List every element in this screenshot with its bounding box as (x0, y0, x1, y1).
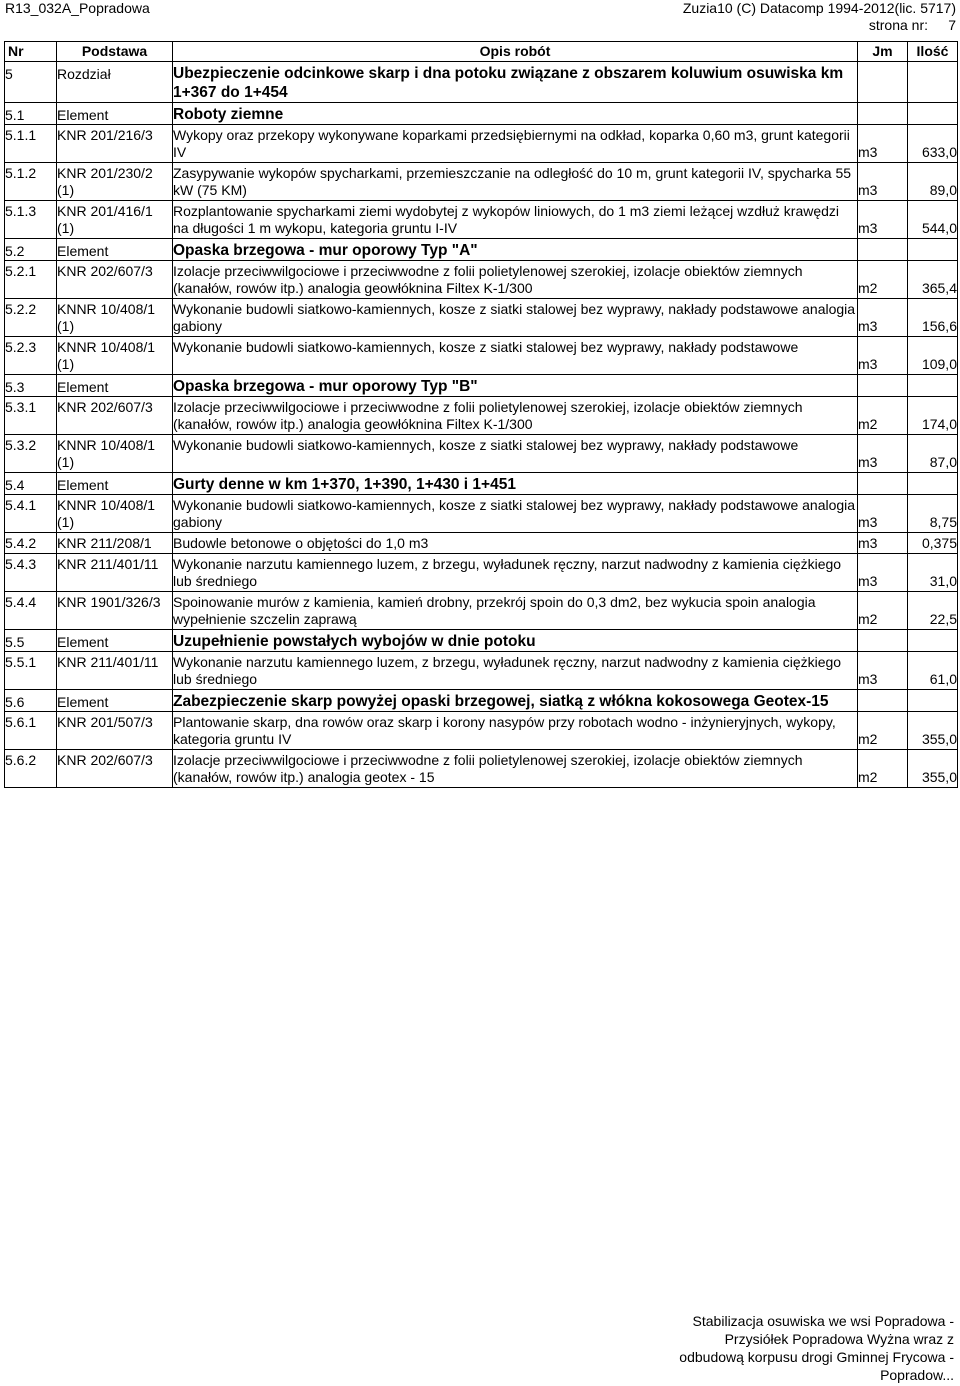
row-basis: Element (57, 690, 173, 712)
table-row (5, 261, 958, 299)
row-basis: Element (57, 630, 173, 652)
row-quantity: 109,0 (908, 337, 958, 375)
row-unit: m3 (858, 163, 908, 201)
row-basis: KNR 202/607/3 (57, 750, 173, 788)
table-row (5, 592, 958, 630)
row-description: Wykonanie budowli siatkowo-kamiennych, kosze z siatki stalowej bez wyprawy, nakłady podstawowe analogia gabiony (173, 495, 858, 533)
row-unit: m3 (858, 201, 908, 239)
table-row (5, 163, 958, 201)
section-row (5, 473, 958, 495)
row-unit: m2 (858, 712, 908, 750)
row-basis: KNR 211/401/11 (57, 652, 173, 690)
row-unit: m3 (858, 299, 908, 337)
project-title-footer (674, 1312, 954, 1384)
row-basis: Element (57, 239, 173, 261)
row-description: Izolacje przeciwwilgociowe i przeciwwodne z folii polietylenowej szerokiej, izolacje obiektów ziemnych (kanałów, rowów itp.) analogia geotex - 15 (173, 750, 858, 788)
row-basis: KNR 1901/326/3 (57, 592, 173, 630)
column-header-opis: Opis robót (173, 42, 858, 62)
row-number: 5.6.2 (5, 750, 57, 788)
page-number: 7 (948, 17, 956, 33)
column-header-ilosc: Ilość (908, 42, 958, 62)
table-row (5, 495, 958, 533)
row-quantity: 355,0 (908, 750, 958, 788)
footer-line-4: Popradow... (880, 1367, 954, 1383)
row-description: Budowle betonowe o objętości do 1,0 m3 (173, 533, 858, 554)
row-number: 5.3.1 (5, 397, 57, 435)
section-row (5, 239, 958, 261)
cost-estimate-table (4, 41, 958, 788)
row-quantity (908, 239, 958, 261)
row-quantity: 544,0 (908, 201, 958, 239)
row-number: 5.6 (5, 690, 57, 712)
row-basis: KNR 211/208/1 (57, 533, 173, 554)
row-description: Izolacje przeciwwilgociowe i przeciwwodne z folii polietylenowej szerokiej, izolacje obiektów ziemnych (kanałów, rowów itp.) analogia geowłóknina Filtex K-1/300 (173, 397, 858, 435)
row-description: Wykonanie budowli siatkowo-kamiennych, kosze z siatki stalowej bez wyprawy, nakłady podstawowe analogia gabiony (173, 299, 858, 337)
row-quantity: 355,0 (908, 712, 958, 750)
footer-line-1: Stabilizacja osuwiska we wsi Popradowa - (692, 1313, 954, 1329)
row-unit: m2 (858, 397, 908, 435)
row-unit: m3 (858, 435, 908, 473)
row-basis: Rozdział (57, 62, 173, 103)
row-basis: Element (57, 473, 173, 495)
column-header-podstawa: Podstawa (57, 42, 173, 62)
row-basis: KNNR 10/408/1 (1) (57, 337, 173, 375)
row-unit: m2 (858, 261, 908, 299)
section-row (5, 103, 958, 125)
section-row (5, 375, 958, 397)
row-number: 5.4.2 (5, 533, 57, 554)
row-unit: m3 (858, 337, 908, 375)
row-number: 5.4.4 (5, 592, 57, 630)
row-unit (858, 375, 908, 397)
row-description: Izolacje przeciwwilgociowe i przeciwwodne z folii polietylenowej szerokiej, izolacje obiektów ziemnych (kanałów, rowów itp.) analogia geowłóknina Filtex K-1/300 (173, 261, 858, 299)
row-description: Opaska brzegowa - mur oporowy Typ "B" (173, 375, 858, 397)
row-quantity: 0,375 (908, 533, 958, 554)
row-unit: m3 (858, 554, 908, 592)
row-number: 5.1.1 (5, 125, 57, 163)
row-number: 5.2.2 (5, 299, 57, 337)
row-basis: Element (57, 103, 173, 125)
row-unit (858, 630, 908, 652)
row-quantity: 31,0 (908, 554, 958, 592)
table-row (5, 533, 958, 554)
row-description: Wykonanie budowli siatkowo-kamiennych, kosze z siatki stalowej bez wyprawy, nakłady podstawowe (173, 337, 858, 375)
row-quantity: 174,0 (908, 397, 958, 435)
document-id: R13_032A_Popradowa (5, 0, 150, 16)
row-unit: m3 (858, 533, 908, 554)
row-unit: m3 (858, 652, 908, 690)
row-quantity (908, 630, 958, 652)
table-row (5, 125, 958, 163)
row-unit (858, 239, 908, 261)
row-unit (858, 690, 908, 712)
row-basis: KNR 201/416/1 (1) (57, 201, 173, 239)
row-description: Zasypywanie wykopów spycharkami, przemieszczanie na odległość do 10 m, grunt kategorii IV, spycharka 55 kW (75 KM) (173, 163, 858, 201)
row-description: Opaska brzegowa - mur oporowy Typ "A" (173, 239, 858, 261)
table-row (5, 299, 958, 337)
row-number: 5.3.2 (5, 435, 57, 473)
row-unit: m2 (858, 592, 908, 630)
section-row (5, 690, 958, 712)
row-unit (858, 62, 908, 103)
row-quantity: 156,6 (908, 299, 958, 337)
row-description: Wykonanie narzutu kamiennego luzem, z brzegu, wyładunek ręczny, narzut nadwodny z kamienia ciężkiego lub średniego (173, 652, 858, 690)
row-quantity (908, 473, 958, 495)
row-description: Wykonanie budowli siatkowo-kamiennych, kosze z siatki stalowej bez wyprawy, nakłady podstawowe (173, 435, 858, 473)
row-number: 5.4 (5, 473, 57, 495)
table-header-row (5, 42, 958, 62)
page-label: strona nr: (868, 17, 928, 33)
row-number: 5.2.3 (5, 337, 57, 375)
row-basis: KNR 211/401/11 (57, 554, 173, 592)
table-row (5, 397, 958, 435)
row-number: 5.2 (5, 239, 57, 261)
row-description: Plantowanie skarp, dna rowów oraz skarp i korony nasypów przy robotach wodno - inżynieryjnych, wykopy, kategoria gruntu IV (173, 712, 858, 750)
row-number: 5.4.3 (5, 554, 57, 592)
row-basis: KNR 202/607/3 (57, 261, 173, 299)
row-quantity: 633,0 (908, 125, 958, 163)
row-number: 5.2.1 (5, 261, 57, 299)
table-row (5, 337, 958, 375)
row-quantity: 61,0 (908, 652, 958, 690)
row-quantity (908, 375, 958, 397)
section-row (5, 630, 958, 652)
row-basis: KNR 201/507/3 (57, 712, 173, 750)
column-header-jm: Jm (858, 42, 908, 62)
row-description: Gurty denne w km 1+370, 1+390, 1+430 i 1+451 (173, 473, 858, 495)
row-number: 5.1.3 (5, 201, 57, 239)
footer-line-3: odbudową korpusu drogi Gminnej Frycowa - (679, 1349, 954, 1365)
table-row (5, 750, 958, 788)
row-number: 5.5 (5, 630, 57, 652)
row-quantity: 87,0 (908, 435, 958, 473)
row-description: Ubezpieczenie odcinkowe skarp i dna potoku związane z obszarem koluwium osuwiska km 1+367 do 1+454 (173, 62, 858, 103)
row-unit: m3 (858, 125, 908, 163)
row-unit (858, 103, 908, 125)
row-description: Wykonanie narzutu kamiennego luzem, z brzegu, wyładunek ręczny, narzut nadwodny z kamienia ciężkiego lub średniego (173, 554, 858, 592)
row-number: 5 (5, 62, 57, 103)
section-row (5, 62, 958, 103)
row-description: Roboty ziemne (173, 103, 858, 125)
row-basis: KNNR 10/408/1 (1) (57, 495, 173, 533)
row-unit: m2 (858, 750, 908, 788)
footer-line-2: Przysiółek Popradowa Wyżna wraz z (724, 1331, 954, 1347)
row-unit (858, 473, 908, 495)
page-header-right (683, 0, 956, 34)
row-description: Spoinowanie murów z kamienia, kamień drobny, przekrój spoin do 0,3 dm2, bez wykucia spoin analogia wypełnienie szczelin zaprawą (173, 592, 858, 630)
row-number: 5.5.1 (5, 652, 57, 690)
software-credit: Zuzia10 (C) Datacomp 1994-2012(lic. 5717) (682, 0, 956, 16)
table-row (5, 201, 958, 239)
row-quantity: 22,5 (908, 592, 958, 630)
column-header-nr: Nr (5, 42, 57, 62)
page-indicator (683, 17, 956, 34)
row-quantity (908, 103, 958, 125)
row-quantity: 89,0 (908, 163, 958, 201)
row-quantity (908, 690, 958, 712)
row-number: 5.3 (5, 375, 57, 397)
row-description: Wykopy oraz przekopy wykonywane koparkami przedsiębiernymi na odkład, koparka 0,60 m3, grunt kategorii IV (173, 125, 858, 163)
row-basis: KNNR 10/408/1 (1) (57, 299, 173, 337)
table-body (5, 62, 958, 788)
row-basis: KNNR 10/408/1 (1) (57, 435, 173, 473)
table-row (5, 435, 958, 473)
row-number: 5.1 (5, 103, 57, 125)
row-number: 5.4.1 (5, 495, 57, 533)
row-description: Zabezpieczenie skarp powyżej opaski brzegowej, siatką z włókna kokosowega Geotex-15 (173, 690, 858, 712)
row-unit: m3 (858, 495, 908, 533)
row-basis: Element (57, 375, 173, 397)
row-basis: KNR 201/216/3 (57, 125, 173, 163)
row-basis: KNR 202/607/3 (57, 397, 173, 435)
row-quantity: 365,4 (908, 261, 958, 299)
row-number: 5.6.1 (5, 712, 57, 750)
row-quantity (908, 62, 958, 103)
row-number: 5.1.2 (5, 163, 57, 201)
row-description: Uzupełnienie powstałych wybojów w dnie potoku (173, 630, 858, 652)
row-basis: KNR 201/230/2 (1) (57, 163, 173, 201)
row-quantity: 8,75 (908, 495, 958, 533)
table-row (5, 554, 958, 592)
table-row (5, 652, 958, 690)
row-description: Rozplantowanie spycharkami ziemi wydobytej z wykopów liniowych, do 1 m3 ziemi leżącej wzdłuż krawędzi na długości 1 m wykopu, kategoria gruntu I-IV (173, 201, 858, 239)
table-row (5, 712, 958, 750)
